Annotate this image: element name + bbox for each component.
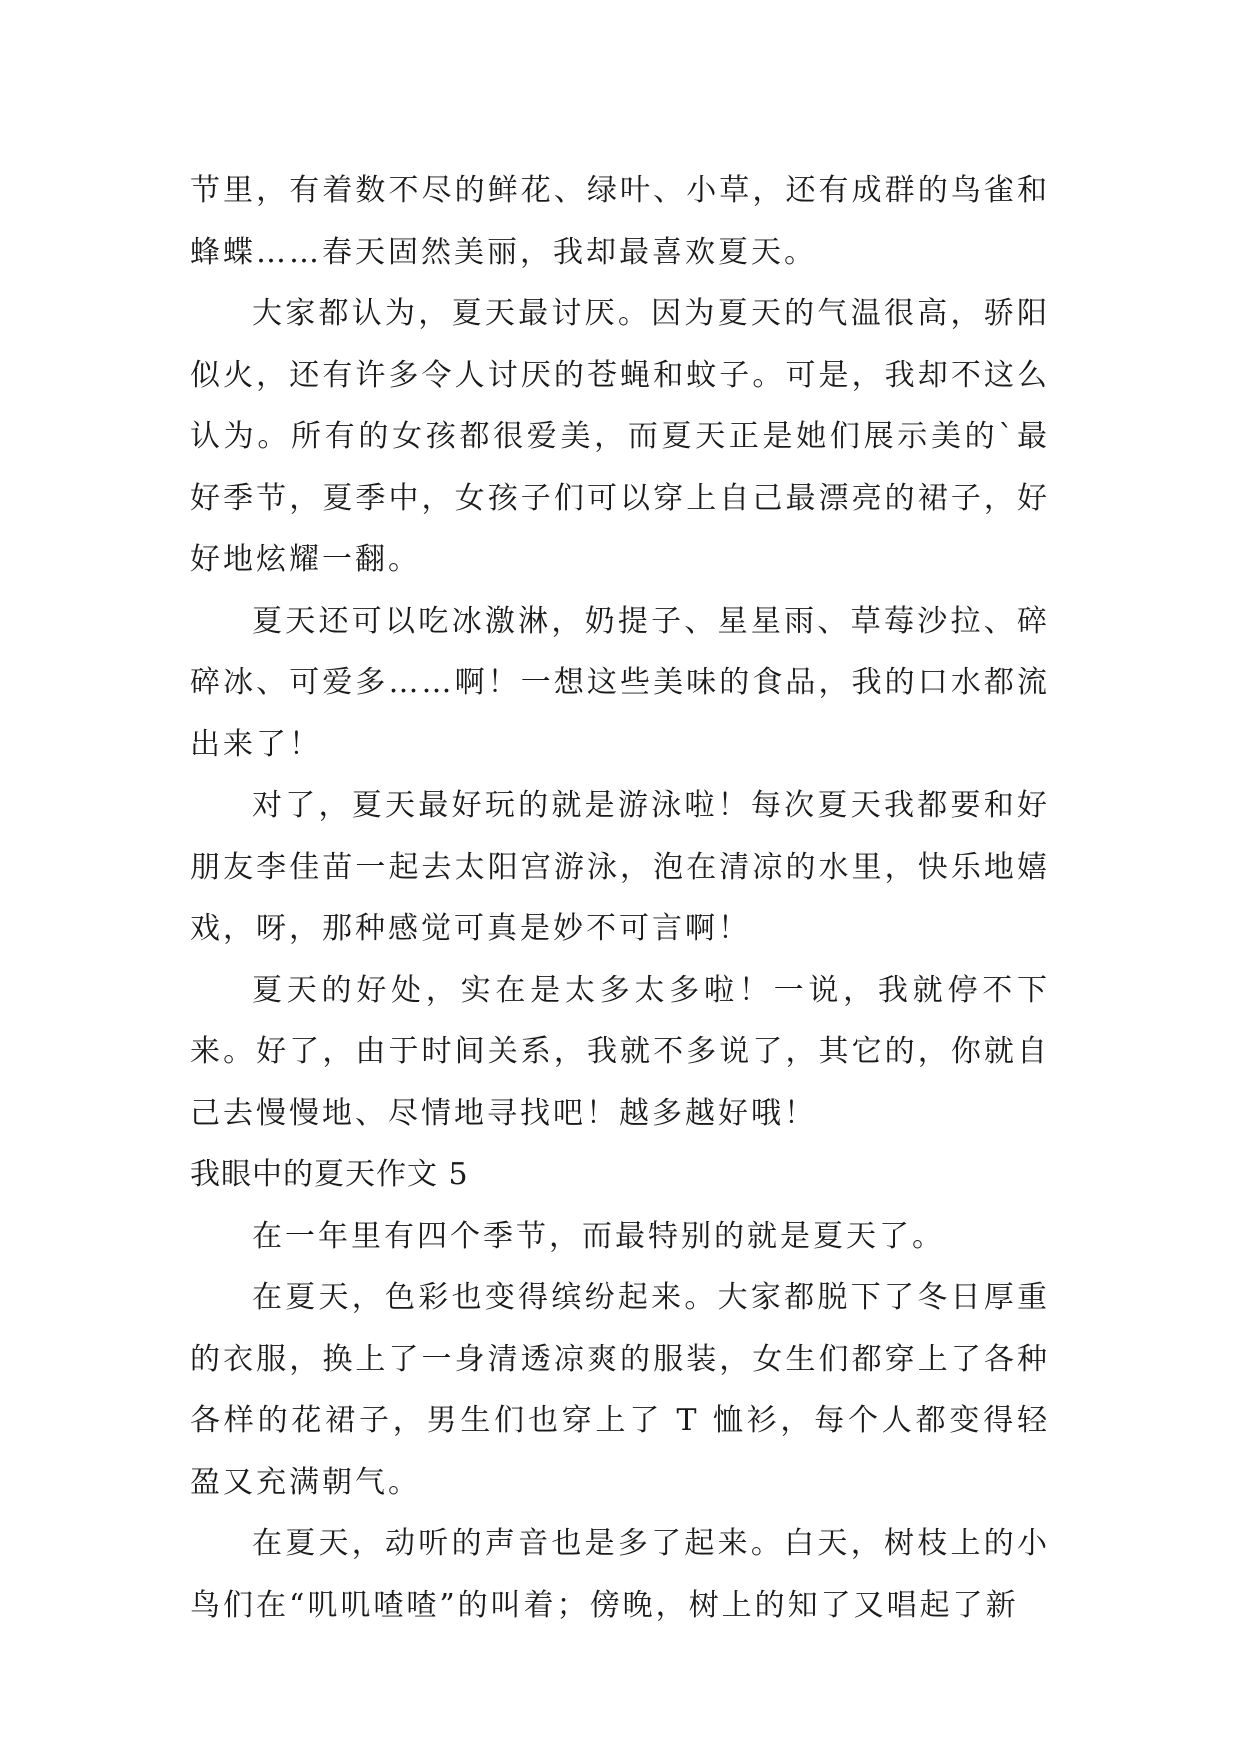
paragraph-sounds: 在夏天，动听的声音也是多了起来。白天，树枝上的小鸟们在“叽叽喳喳”的叫着；傍晚，树上的知了又唱起了新 <box>190 1526 1050 1623</box>
paragraph-colors: 在夏天，色彩也变得缤纷起来。大家都脱下了冬日厚重的衣服，换上了一身清透凉爽的服装，女生们都穿上了各种各样的花裙子，男生们也穿上了 T 恤衫，每个人都变得轻盈又充满朝气。 <box>190 1280 1050 1500</box>
paragraph-swimming: 对了，夏天最好玩的就是游泳啦！每次夏天我都要和好朋友李佳苗一起去太阳宫游泳，泡在清凉的水里，快乐地嬉戏，呀，那种感觉可真是妙不可言啊！ <box>190 788 1050 946</box>
paragraph-summer-dislike: 大家都认为，夏天最讨厌。因为夏天的气温很高，骄阳似火，还有许多令人讨厌的苍蝇和蚊子。可是，我却不这么认为。所有的女孩都很爱美，而夏天正是她们展示美的`最好季节，夏季中，女孩子们可以穿上自己最漂亮的裙子，好好地炫耀一翻。 <box>190 296 1050 577</box>
paragraph-summer-benefits: 夏天的好处，实在是太多太多啦！一说，我就停不下来。好了，由于时间关系，我就不多说了，其它的，你就自己去慢慢地、尽情地寻找吧！越多越好哦！ <box>190 972 1050 1131</box>
paragraph-ice-cream: 夏天还可以吃冰激淋，奶提子、星星雨、草莓沙拉、碎碎冰、可爱多……啊！一想这些美味的食品，我的口水都流出来了！ <box>190 603 1050 762</box>
essay-heading: 我眼中的夏天作文 5 <box>190 1157 469 1192</box>
paragraph-continuation: 节里，有着数不尽的鲜花、绿叶、小草，还有成群的鸟雀和蜂蝶……春天固然美丽，我却最喜欢夏天。 <box>190 173 1050 270</box>
paragraph-four-seasons: 在一年里有四个季节，而最特别的就是夏天了。 <box>252 1218 945 1254</box>
document-body <box>190 160 1050 1636</box>
